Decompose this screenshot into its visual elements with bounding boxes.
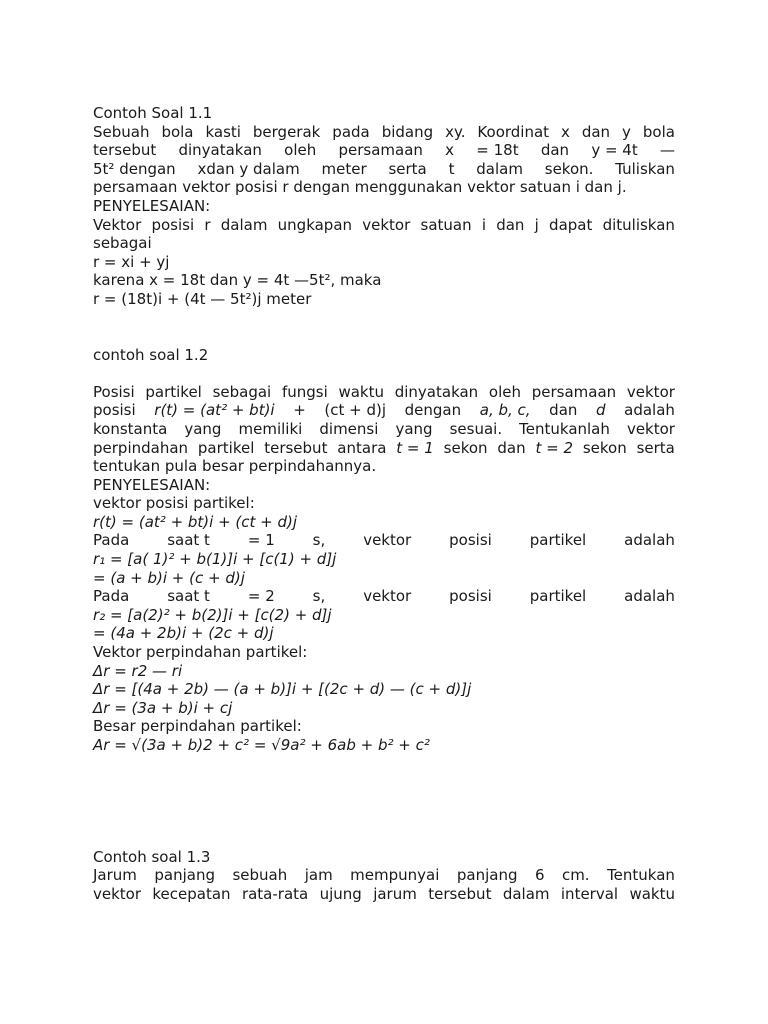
word: Vektor: [93, 215, 142, 234]
word: posisi: [449, 587, 492, 606]
word: pada: [332, 122, 370, 141]
word: antara: [337, 438, 387, 457]
paragraph-line: [93, 160, 675, 179]
word: dinyatakan: [178, 141, 262, 160]
word: dalam: [220, 215, 268, 234]
word: dan: [581, 122, 611, 141]
word: waktu: [338, 382, 385, 401]
paragraph-line: [93, 401, 675, 420]
equation-line: = (a + b)i + (c + d)j: [93, 568, 245, 587]
paragraph-line: [93, 383, 675, 402]
word: dalam: [502, 884, 550, 903]
word: serta: [388, 159, 427, 178]
word: oleh: [488, 382, 522, 401]
word: posisi: [449, 531, 492, 550]
word: bergerak: [252, 122, 321, 141]
word: s,: [312, 587, 326, 606]
section-soal-1-1: [93, 104, 675, 309]
word: adalah: [624, 531, 675, 550]
section-title: Contoh soal 1.3: [93, 847, 211, 866]
word: Tuliskan: [615, 159, 675, 178]
word: i: [481, 215, 486, 234]
word: 6: [534, 866, 545, 885]
word: partikel: [197, 438, 255, 457]
word: partikel: [529, 531, 587, 550]
equation-line: r₂ = [a(2)² + b(2)]i + [c(2) + d]j: [93, 605, 332, 624]
word: Tentukan: [607, 866, 675, 885]
word: partikel: [529, 587, 587, 606]
equation-line: Ar = √(3a + b)2 + c² = √9a² + 6ab + b² + c²: [93, 736, 430, 754]
word: sekon: [582, 438, 627, 457]
word: s,: [312, 531, 326, 550]
paragraph-line: [93, 420, 675, 439]
word: vektor: [363, 531, 412, 550]
word: d: [596, 401, 606, 420]
word: meter: [321, 159, 367, 178]
word: xdan y dalam: [197, 159, 300, 178]
paragraph-line: vektor posisi partikel:: [93, 494, 255, 513]
paragraph-line: persamaan vektor posisi r dengan menggunakan vektor satuan i dan j.: [93, 178, 627, 197]
section-soal-1-2: [93, 346, 675, 755]
word: Jarum: [93, 866, 137, 885]
word: a, b, c,: [479, 401, 531, 420]
word: yang: [395, 419, 433, 438]
word: —: [659, 141, 675, 160]
equation-line: r(t) = (at² + bt)i + (ct + d)j: [93, 512, 298, 531]
word: = 18t: [476, 141, 519, 160]
word: t = 1: [396, 438, 434, 457]
word: vektor: [362, 215, 411, 234]
word: Koordinat: [477, 122, 550, 141]
equation-line: karena x = 18t dan y = 4t —5t², maka: [93, 271, 382, 290]
paragraph-line: [93, 885, 675, 904]
word: memiliki: [238, 419, 303, 438]
word: bola: [161, 122, 194, 141]
word: = 2: [247, 587, 275, 606]
word: konstanta: [93, 419, 168, 438]
word: kecepatan: [152, 884, 231, 903]
equation-line: Δr = [(4a + 2b) — (a + b)]i + [(2c + d) — (c + d)]j: [93, 680, 472, 699]
word: jarum: [373, 884, 417, 903]
word: fungsi: [281, 382, 328, 401]
equation-line: r₁ = [a( 1)² + b(1)]i + [c(1) + d]j: [93, 550, 337, 569]
word: dengan: [404, 401, 462, 420]
word: Pada: [93, 587, 130, 606]
paragraph-line: sebagai: [93, 234, 152, 253]
word: dinyatakan: [394, 382, 479, 401]
equation-line: r = xi + yj: [93, 252, 170, 271]
word: 5t² dengan: [93, 159, 176, 178]
word: posisi: [93, 401, 136, 420]
paragraph-line: [93, 123, 675, 142]
word: = 1: [247, 531, 275, 550]
word: perpindahan: [93, 438, 189, 457]
word: panjang: [456, 866, 518, 885]
word: sebagai: [212, 382, 272, 401]
word: +: [293, 401, 306, 420]
word: kasti: [205, 122, 241, 141]
word: bidang: [381, 122, 434, 141]
word: mempunyai: [350, 866, 440, 885]
paragraph-line: [93, 439, 675, 458]
paragraph-line: [93, 216, 675, 235]
word: x: [445, 141, 455, 160]
word: ungkapan: [277, 215, 353, 234]
paragraph-line: [93, 866, 675, 885]
word: dalam: [476, 159, 523, 178]
word: dapat: [549, 215, 593, 234]
solution-heading: PENYELESAIAN:: [93, 196, 211, 215]
word: adalah: [624, 401, 675, 420]
word: cm.: [561, 866, 590, 885]
equation-line: r = (18t)i + (4t — 5t²)j meter: [93, 289, 312, 308]
word: r(t) = (at² + bt)i: [154, 401, 275, 420]
word: Posisi: [93, 382, 135, 401]
word: tersebut: [93, 141, 157, 160]
equation-line: Δr = (3a + b)i + cj: [93, 698, 233, 717]
word: panjang: [154, 866, 215, 885]
section-title: Contoh Soal 1.1: [93, 104, 213, 122]
word: dimensi: [319, 419, 379, 438]
paragraph-line: Besar perpindahan partikel:: [93, 717, 302, 736]
word: waktu: [629, 884, 675, 903]
word: dan: [497, 438, 526, 457]
word: (ct + d)j: [324, 401, 387, 420]
word: j: [534, 215, 539, 234]
equation-line: = (4a + 2b)i + (2c + d)j: [93, 624, 274, 643]
word: satuan: [420, 215, 472, 234]
word: bola: [642, 122, 675, 141]
word: rata-rata: [241, 884, 309, 903]
word: sesuai.: [449, 419, 503, 438]
word: oleh: [284, 141, 317, 160]
word: sekon.: [544, 159, 594, 178]
word: jam: [304, 866, 333, 885]
word: sebuah: [232, 866, 288, 885]
word: tersebut: [264, 438, 328, 457]
section-soal-1-3: [93, 848, 675, 904]
paragraph-line: Vektor perpindahan partikel:: [93, 643, 308, 662]
word: yang: [184, 419, 222, 438]
word: tersebut: [428, 884, 492, 903]
word: serta: [636, 438, 675, 457]
word: dan: [496, 215, 525, 234]
word: x: [561, 122, 570, 141]
word: Tentukanlah: [519, 419, 610, 438]
word: t: [448, 159, 455, 178]
document-page: [93, 104, 675, 903]
word: saat t: [167, 531, 210, 550]
word: persamaan: [338, 141, 423, 160]
word: t = 2: [535, 438, 573, 457]
word: Pada: [93, 531, 130, 550]
word: posisi: [151, 215, 195, 234]
word: xy.: [445, 122, 466, 141]
word: vektor: [626, 382, 675, 401]
section-title: contoh soal 1.2: [93, 345, 209, 364]
word: interval: [560, 884, 619, 903]
word: sekon: [443, 438, 488, 457]
word: dituliskan: [602, 215, 675, 234]
word: vektor: [363, 587, 412, 606]
word: persamaan: [531, 382, 617, 401]
word: vektor: [626, 419, 675, 438]
word: partikel: [145, 382, 202, 401]
paragraph-line: [93, 141, 675, 160]
word: adalah: [624, 587, 675, 606]
word: Sebuah: [93, 122, 150, 141]
word: saat t: [167, 587, 210, 606]
word: y: [622, 122, 631, 141]
word: r: [204, 215, 211, 234]
paragraph-line: [93, 531, 675, 550]
solution-heading: PENYELESAIAN:: [93, 475, 211, 494]
word: y = 4t: [591, 141, 638, 160]
word: vektor: [93, 884, 142, 903]
equation-line: Δr = r2 — ri: [93, 661, 183, 680]
paragraph-line: tentukan pula besar perpindahannya.: [93, 457, 377, 476]
word: ujung: [319, 884, 362, 903]
paragraph-line: [93, 587, 675, 606]
word: dan: [549, 401, 578, 420]
word: dan: [540, 141, 570, 160]
